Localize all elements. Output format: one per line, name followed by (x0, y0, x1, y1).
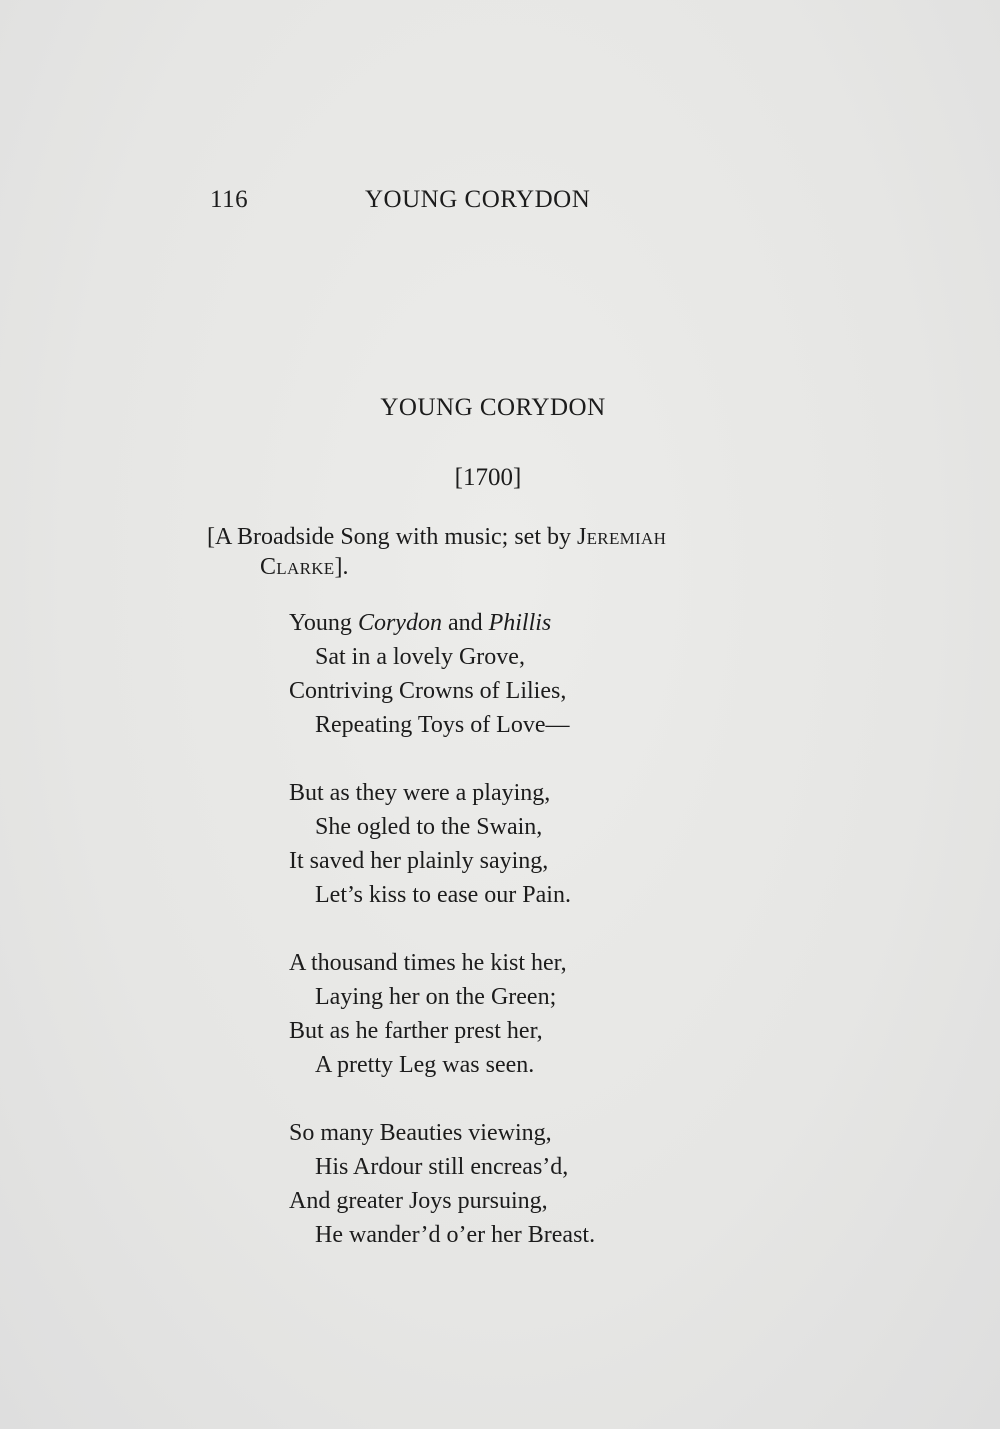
running-title: YOUNG CORYDON (365, 186, 591, 213)
stanza-1 (289, 606, 709, 742)
character-name-phillis: Phillis (488, 610, 552, 636)
note-suffix: ]. (334, 554, 349, 580)
stanza-4 (289, 1116, 709, 1252)
verse-line: Contriving Crowns of Lilies, (289, 678, 567, 704)
note-prefix: [A Broadside Song with music; set by (207, 524, 577, 550)
verse-line: And greater Joys pursuing, (289, 1188, 548, 1214)
poem-date: [1700] (454, 464, 522, 491)
page-number: 116 (210, 186, 249, 213)
verse-line: It saved her plainly saying, (289, 848, 549, 874)
verse-line: But as he farther prest her, (289, 1018, 543, 1044)
verse-line: His Ardour still encreas’d, (315, 1154, 569, 1180)
verse-line: He wander’d o’er her Breast. (315, 1222, 596, 1248)
verse-line: Repeating Toys of Love— (315, 712, 570, 738)
poem-title: YOUNG CORYDON (380, 394, 606, 421)
verse-line: Let’s kiss to ease our Pain. (315, 882, 571, 908)
editorial-note (207, 522, 807, 582)
editorial-note-line-1 (207, 522, 807, 552)
composer-last-name: Clarke (260, 554, 335, 580)
running-head (210, 186, 630, 220)
verse-line: A thousand times he kist her, (289, 950, 567, 976)
verse-line: So many Beauties viewing, (289, 1120, 552, 1146)
verse-text: and (441, 610, 489, 636)
verse-text: Young (289, 610, 358, 636)
poem-body (289, 606, 709, 1286)
stanza-2 (289, 776, 709, 912)
verse-line: Laying her on the Green; (315, 984, 557, 1010)
verse-line: Sat in a lovely Grove, (315, 644, 525, 670)
verse-line (289, 606, 709, 640)
composer-first-name: Jeremiah (576, 524, 667, 550)
stanza-3 (289, 946, 709, 1082)
character-name-corydon: Corydon (357, 610, 442, 636)
editorial-note-line-2 (207, 552, 807, 582)
verse-line: But as they were a playing, (289, 780, 551, 806)
verse-line: She ogled to the Swain, (315, 814, 543, 840)
verse-line: A pretty Leg was seen. (315, 1052, 535, 1078)
